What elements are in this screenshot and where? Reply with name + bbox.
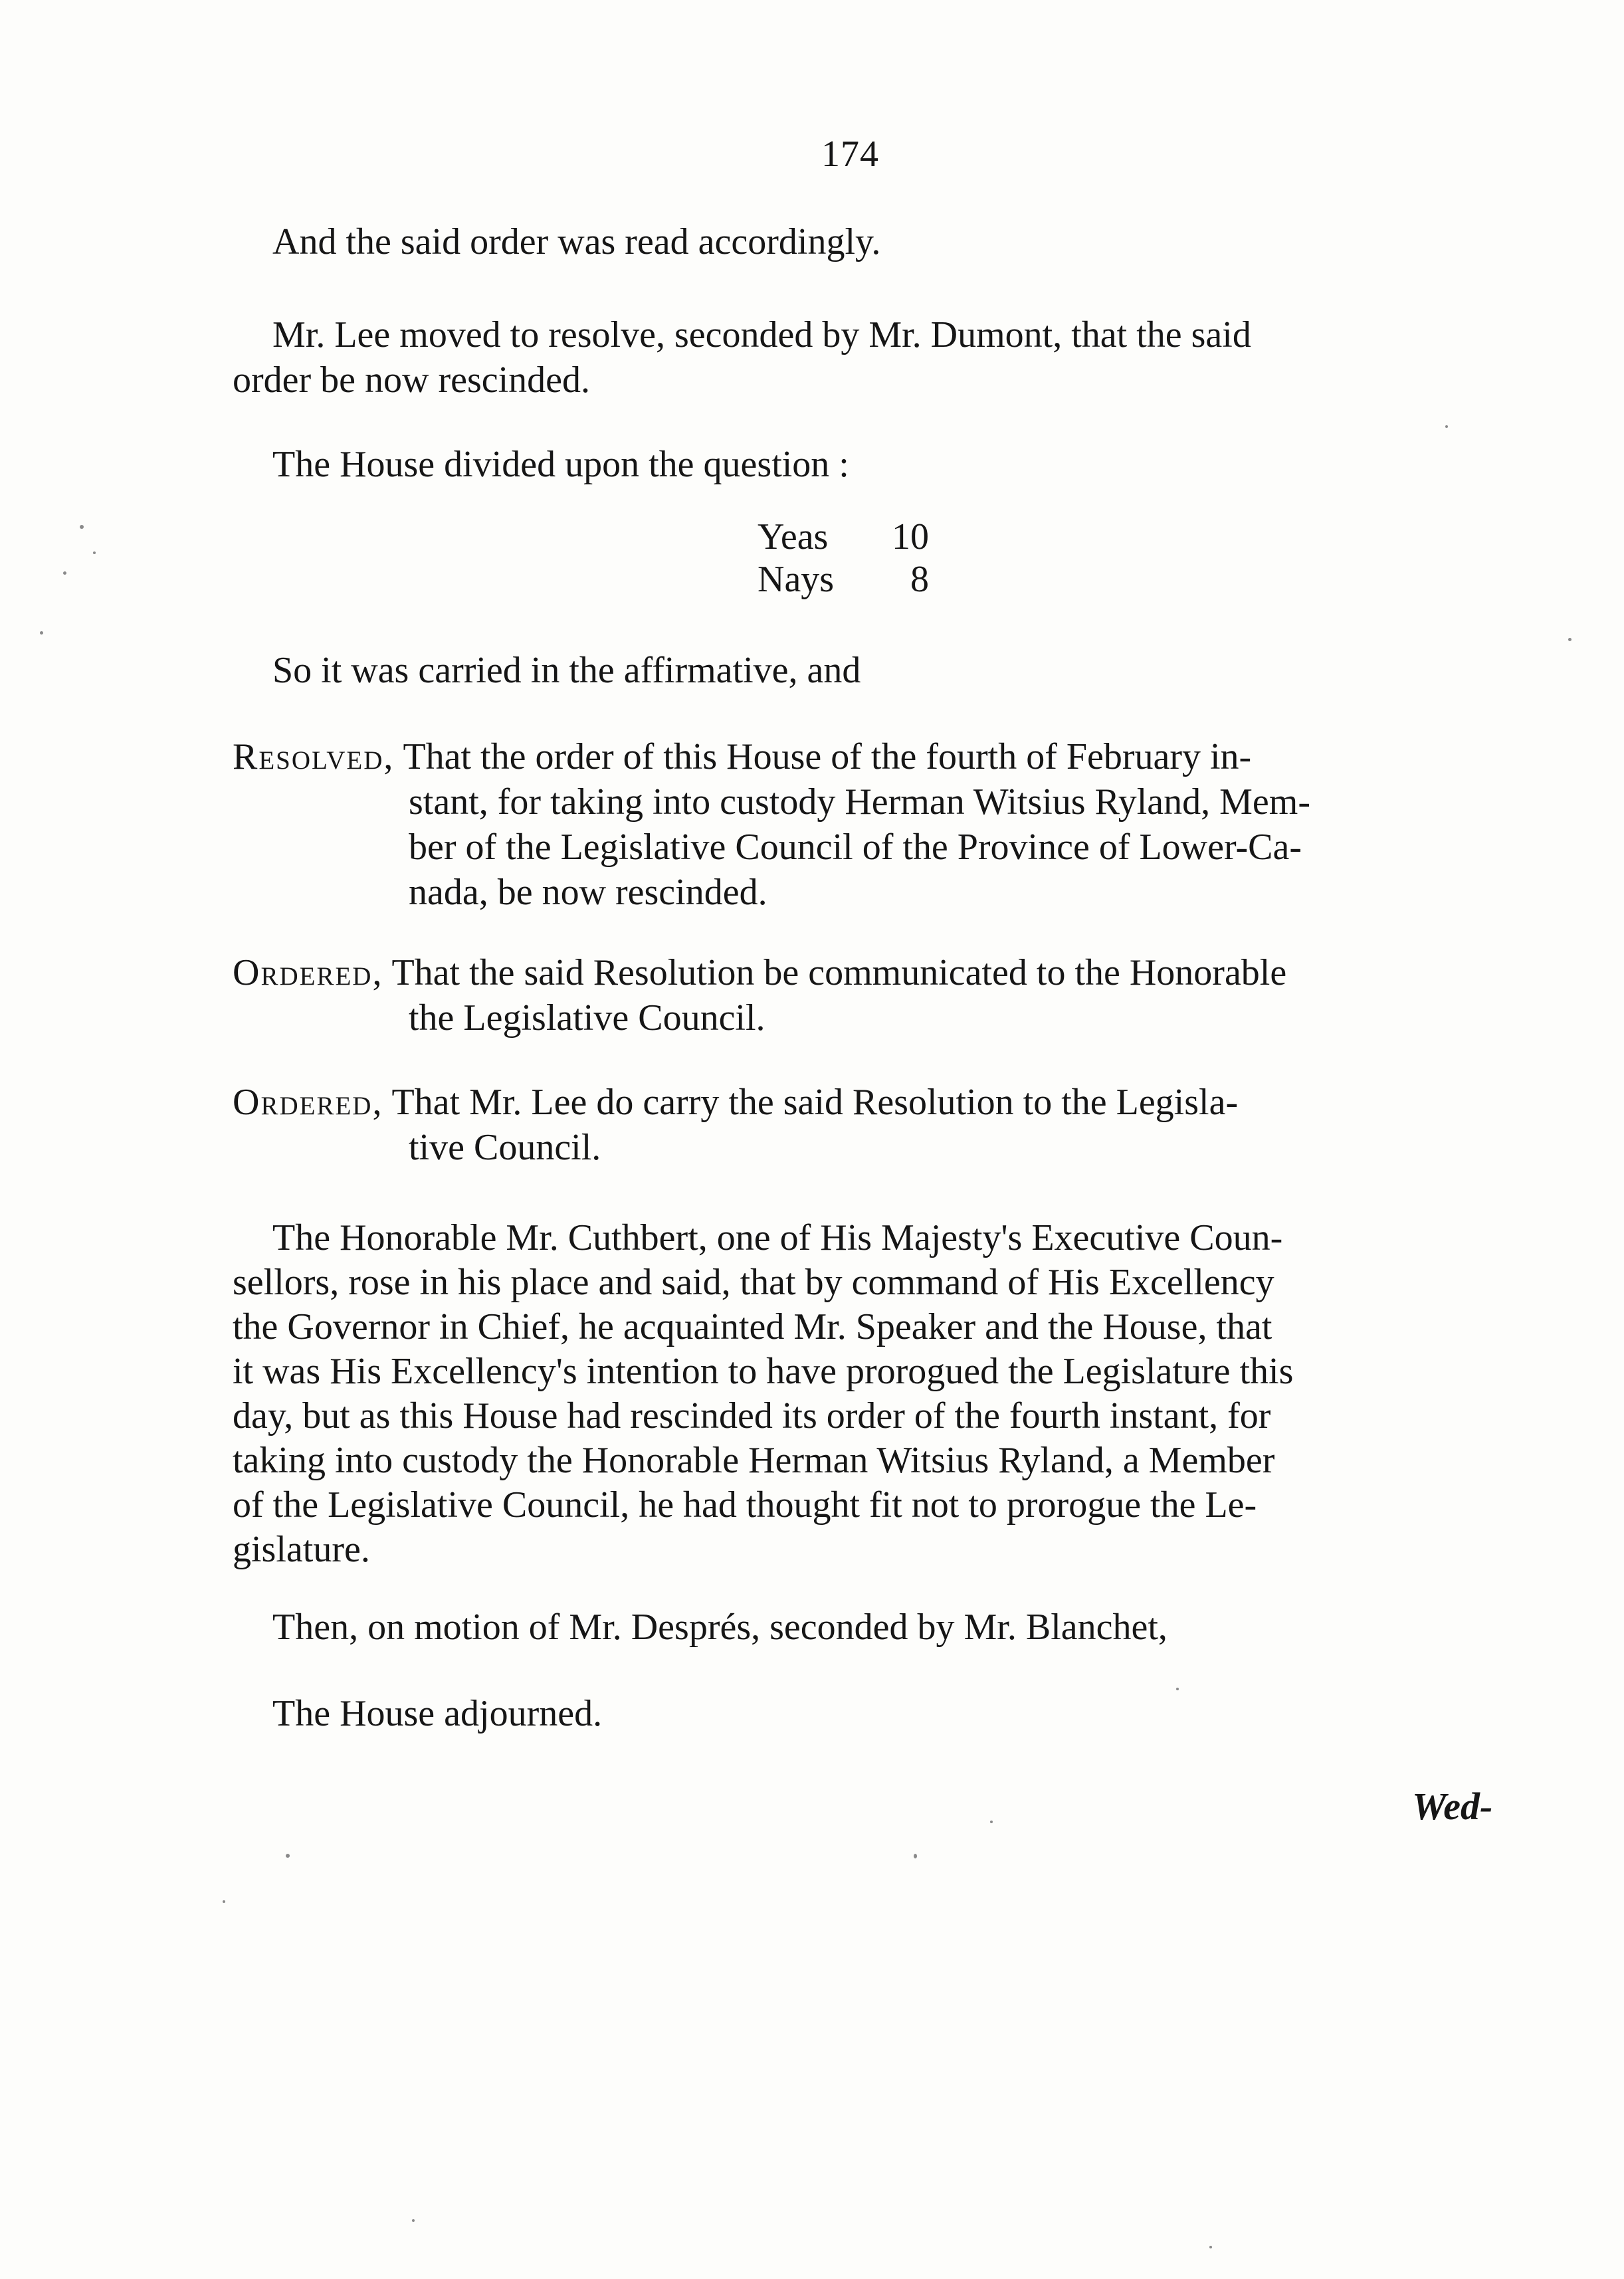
entry-first-line xyxy=(233,950,1286,995)
scan-speck xyxy=(40,631,43,635)
paragraph-motion xyxy=(233,312,1251,403)
vote-tally xyxy=(758,516,929,601)
catchword: Wed- xyxy=(1412,1785,1493,1828)
entry-line: tive Council. xyxy=(409,1127,601,1168)
page-number: 174 xyxy=(821,134,879,175)
entry-heading: Ordered, xyxy=(233,1082,383,1123)
vote-count: 10 xyxy=(892,516,929,557)
paragraph-line: of the Legislative Council, he had thought fit not to prorogue the Le- xyxy=(233,1484,1257,1526)
paragraph-line: And the said order was read accordingly. xyxy=(272,221,881,262)
scan-speck xyxy=(63,571,66,575)
scan-speck xyxy=(1176,1688,1179,1690)
paragraph-motion-adjourn xyxy=(272,1605,1167,1650)
paragraph-line: So it was carried in the affirmative, and xyxy=(272,650,861,691)
entry-resolved xyxy=(233,734,1310,915)
paragraph-line: order be now rescinded. xyxy=(233,359,591,401)
paragraph-line: the Governor in Chief, he acquainted Mr. Speaker and the House, that xyxy=(233,1306,1272,1347)
paragraph-line: Then, on motion of Mr. Després, seconded by Mr. Blanchet, xyxy=(272,1607,1167,1648)
entry-line: ber of the Legislative Council of the Province of Lower-Ca- xyxy=(409,827,1302,868)
entry-heading: Resolved, xyxy=(233,736,395,777)
entry-line: the Legislative Council. xyxy=(409,997,765,1039)
entry-first-line xyxy=(233,1080,1238,1125)
scan-speck xyxy=(990,1821,993,1823)
scan-speck xyxy=(914,1854,917,1858)
paragraph-division xyxy=(272,442,849,487)
scan-speck xyxy=(93,551,96,554)
paragraph-line: gislature. xyxy=(233,1529,370,1570)
paragraph-line: it was His Excellency's intention to have prorogued the Legislature this xyxy=(233,1351,1294,1392)
entry-line: That the said Resolution be communicated to the Honorable xyxy=(391,952,1287,993)
entry-first-line xyxy=(233,734,1310,779)
vote-row-nays xyxy=(758,558,929,601)
entry-line: That Mr. Lee do carry the said Resolution to the Legisla- xyxy=(391,1082,1239,1123)
paragraph-adjourned xyxy=(272,1691,602,1736)
scan-speck xyxy=(412,2219,415,2222)
entry-heading: Ordered, xyxy=(233,952,383,993)
entry-ordered-carry xyxy=(233,1080,1238,1170)
scan-speck xyxy=(1445,425,1448,428)
paragraph-line: The House adjourned. xyxy=(272,1693,603,1734)
paragraph-cuthbert-speech xyxy=(233,1216,1293,1572)
scan-speck xyxy=(80,525,84,529)
scan-speck xyxy=(286,1854,290,1858)
entry-ordered-communicate xyxy=(233,950,1286,1040)
vote-label: Nays xyxy=(758,559,835,600)
paragraph-affirmative xyxy=(272,648,861,693)
scan-speck xyxy=(223,1900,225,1903)
paragraph-order-read xyxy=(272,219,880,264)
scan-speck xyxy=(1568,638,1572,641)
vote-label: Yeas xyxy=(758,516,829,557)
paragraph-line: day, but as this House had rescinded its order of the fourth instant, for xyxy=(233,1395,1271,1437)
scan-speck xyxy=(1209,2246,1212,2248)
paragraph-line: taking into custody the Honorable Herman Witsius Ryland, a Member xyxy=(233,1440,1275,1481)
paragraph-line: The House divided upon the question : xyxy=(272,444,849,485)
vote-row-yeas xyxy=(758,516,929,558)
entry-line: stant, for taking into custody Herman Witsius Ryland, Mem- xyxy=(409,781,1310,823)
entry-line: That the order of this House of the fourth of February in- xyxy=(403,736,1252,777)
paragraph-line: sellors, rose in his place and said, that by command of His Excellency xyxy=(233,1262,1274,1303)
vote-count: 8 xyxy=(910,559,929,600)
paragraph-line: The Honorable Mr. Cuthbert, one of His Majesty's Executive Coun- xyxy=(272,1217,1283,1258)
paragraph-line: Mr. Lee moved to resolve, seconded by Mr. Dumont, that the said xyxy=(272,314,1251,355)
entry-line: nada, be now rescinded. xyxy=(409,872,767,913)
